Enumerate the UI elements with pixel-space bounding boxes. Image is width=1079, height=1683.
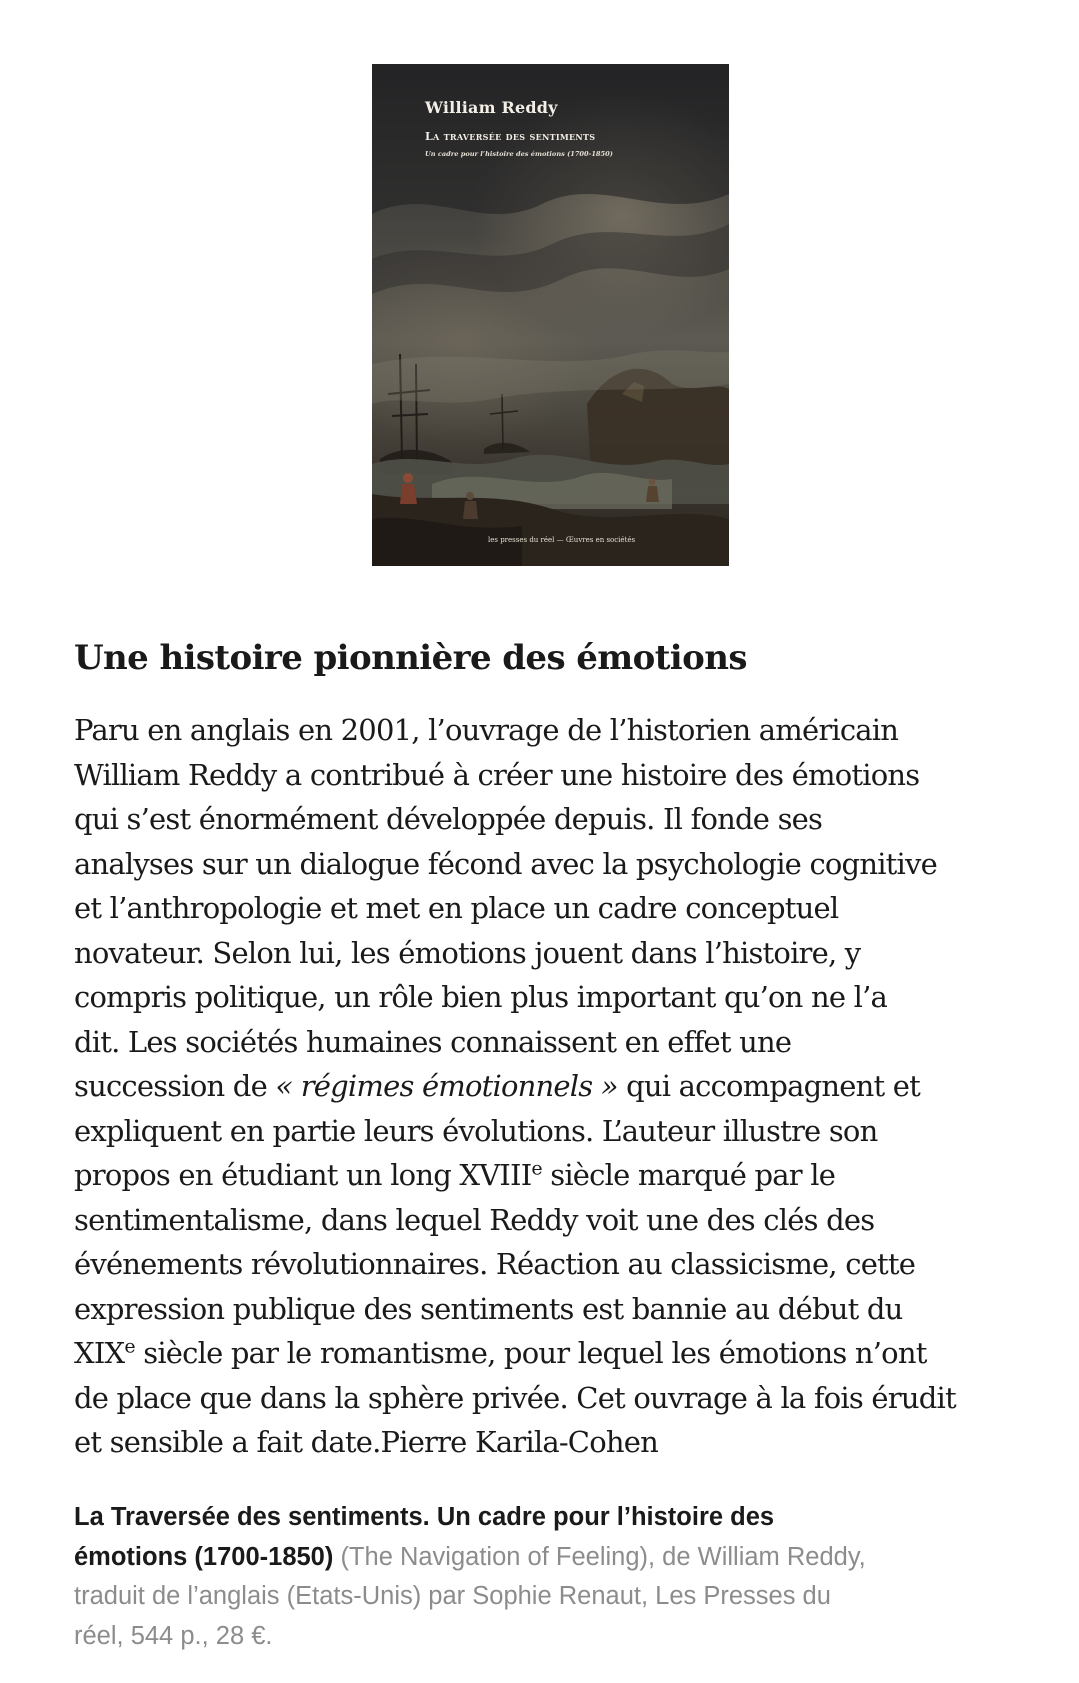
cover-author: William Reddy [425, 98, 558, 117]
cover-title: La traversée des sentiments [425, 130, 596, 143]
credit-book-title: émotions (1700-1850) [74, 1542, 334, 1571]
credit-line [74, 1538, 1034, 1578]
body-text-segment: siècle par le romantisme, pour lequel les émotions n’ont [134, 1336, 927, 1370]
body-text-segment: XIX [74, 1336, 125, 1370]
body-line: Paru en anglais en 2001, l’ouvrage de l’historien américain [74, 713, 899, 747]
body-line: et l’anthropologie et met en place un cadre conceptuel [74, 891, 839, 925]
book-credit [74, 1498, 1034, 1656]
credit-details: (The Navigation of Feeling), de William Reddy, [333, 1542, 866, 1571]
body-text-segment: siècle marqué par le [541, 1158, 836, 1192]
body-line: expliquent en partie leurs évolutions. L’auteur illustre son [74, 1113, 878, 1148]
superscript: e [531, 1157, 542, 1180]
body-line: dit. Les sociétés humaines connaissent en effet une [74, 1024, 792, 1059]
body-line: analyses sur un dialogue fécond avec la psychologie cognitive [74, 846, 937, 881]
article-headline: Une histoire pionnière des émotions [74, 638, 747, 678]
body-line: expression publique des sentiments est bannie au début du [74, 1291, 903, 1326]
body-line: qui s’est énormément développée depuis. Il fonde ses [74, 802, 823, 836]
body-line [74, 1153, 1064, 1198]
body-line: William Reddy a contribué à créer une histoire des émotions [74, 757, 920, 792]
credit-line: traduit de l’anglais (Etats-Unis) par Sophie Renaut, Les Presses du [74, 1582, 831, 1610]
body-text-segment: propos en étudiant un long XVIII [74, 1158, 532, 1192]
article-author: Pierre Karila-Cohen [380, 1425, 658, 1459]
credit-book-title: La Traversée des sentiments. Un cadre pour l’histoire des [74, 1503, 775, 1531]
cover-subtitle: Un cadre pour l’histoire des émotions (1700-1850) [425, 150, 613, 158]
body-line [74, 1064, 1064, 1109]
body-text-segment: succession de [74, 1069, 276, 1103]
body-line: compris politique, un rôle bien plus important qu’on ne l’a [74, 980, 888, 1014]
article-body [74, 708, 1064, 1465]
superscript: e [124, 1335, 135, 1358]
credit-line [74, 1498, 1034, 1538]
book-cover-image [372, 64, 729, 566]
body-line [74, 1420, 1064, 1465]
body-text-segment: qui accompagnent et [617, 1069, 921, 1103]
credit-line: réel, 544 p., 28 €. [74, 1621, 273, 1650]
body-line: novateur. Selon lui, les émotions jouent dans l’histoire, y [74, 935, 861, 970]
body-line [74, 1331, 1064, 1376]
body-line: sentimentalisme, dans lequel Reddy voit une des clés des [74, 1202, 875, 1237]
cover-publisher: les presses du réel — Œuvres en sociétés [488, 536, 636, 544]
quoted-term: « régimes émotionnels » [275, 1069, 618, 1103]
body-text-segment: et sensible a fait date. [74, 1425, 381, 1459]
body-line: événements révolutionnaires. Réaction au classicisme, cette [74, 1247, 916, 1281]
body-line: de place que dans la sphère privée. Cet ouvrage à la fois érudit [74, 1380, 956, 1415]
